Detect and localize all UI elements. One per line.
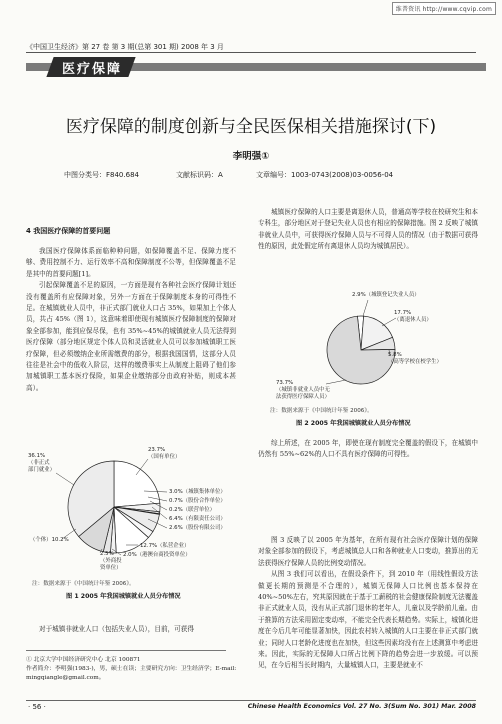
paragraph: 引起保障覆盖不足的原因，一方面是现有各种社会医疗保障计划还没有覆盖所有应保障对象，另外一方面在于保障制度本身的可得性不足。在城镇就业人员中，非正式部门就业人口占 35%，如果加上个体人员，共占 45%（图 1），这意味着即使现有城镇医疗保障制度的保障对象全部参加，能到应保尽保，也有 35%~45%的城镇就业人员无法得到医疗保障（部分地区规定个体人员和灵活就业人员可以参加城镇职工医疗保障，但必须缴纳企业所需缴费的部分，根据我国国情，这部分人员往往是社会中的低收入阶层，这样的缴费事实上从制度上阻碍了他们参加城镇职工基本医疗保险，如果企业缴纳部分由政府补贴，则成本甚高）。 — [26, 281, 236, 392]
pie-1-label-informal: 36.1% （非正式 部门就业） — [28, 453, 55, 473]
pie-2-label-retired: 17.7% （离退休人员） — [394, 310, 432, 323]
pie-1-label-foreign: 2.5% （外商投 资单位） — [100, 551, 122, 571]
right-column-middle — [258, 438, 478, 461]
pie-2-label-students: 5.8% （高等学校在校学生） — [388, 352, 442, 365]
figure-1-note: 注：数据来源于《中国统计年鉴 2006》。 — [32, 581, 135, 587]
paragraph: 综上所述，在 2005 年，即使在现有制度完全覆盖的假设下，在城镇中仍然有 55%~62%的人口不具有医疗保障的可得性。 — [258, 439, 478, 459]
journal-header: 《中国卫生经济》第 27 卷 第 3 期(总第 301 期) 2008 年 3 月 — [26, 43, 224, 51]
pie-1-label-corp: 2.6%（股份有限公司） — [169, 525, 226, 531]
pie-1-label-state: 23.7% （国有单位） — [148, 447, 181, 460]
journal-footer: Chinese Health Economics Vol. 27 No. 3(Sum No. 301) Mar. 2008 — [247, 703, 476, 710]
classification-code: 中图分类号：F840.684 — [64, 171, 139, 179]
footer-rule — [26, 700, 476, 701]
article-author: 李明强① — [232, 151, 270, 162]
left-column — [26, 246, 236, 394]
pie-slice — [114, 461, 160, 507]
footnote — [26, 656, 241, 683]
paragraph: 城镇医疗保障的人口主要是离退休人员，普通高等学校在校研究生和本专科生，部分地区对于登记失业人员也有相应的保障措施。图 2 反映了城镇非就业人员中，可获得医疗保障人员与不可得人员的情况（由于数据可获得性的原因，此处假定所有离退休人员均为城镇居民）。 — [258, 208, 478, 251]
watermark: 维普资讯 http://www.cqvip.com — [392, 2, 496, 15]
paragraph: 从图 3 我们可以看出，在假设条件下，到 2010 年（用线性假设方法做更长期的预测是不合理的），城镇无保障人口比例也基本保持在 40%~50%左右，究其原因就在于基于工薪税的社会健康保险制度无法覆盖非正式就业人员，没有从正式部门退休的老年人，儿童以及学龄前儿童。由于推算的方法采用固定变动率，不能完全代表长期趋势。实际上，城镇化进度在今后几年可能显著加快，因此农村转入城镇的人口主要在非正式部门就业；同时人口老龄化进度也在加快，但这些因素均没有在上述测算中考虑进来。因此，实际的无保障人口所占比例下降的趋势会进一步放缓。可以预见，在今后相当长时期内，大量城镇人口，主要是就业不 — [258, 570, 478, 670]
pie-2-label-unemployed: 2.9%（城镇登记失业人员） — [352, 292, 420, 298]
banner-label: 医疗保障 — [62, 62, 123, 77]
figure-2-note: 注：数据来源于《中国统计年鉴 2006》。 — [270, 408, 373, 414]
pie-1-label-self: （个体）10.2% — [30, 537, 69, 543]
left-column-continued — [26, 624, 236, 635]
pie-1-label-joint: 0.2%（联营单位） — [169, 507, 216, 513]
footnote-rule — [26, 650, 226, 651]
figure-2-caption: 图 2 2005 年我国城镇就业人员分布情况 — [296, 420, 411, 427]
figure-1-caption: 图 1 2005 年我国城镇就业人员分布情况 — [66, 593, 181, 600]
pie-1-label-llc: 6.4%（有限责任公司） — [169, 516, 226, 522]
paragraph: 我国医疗保障体系面临种种问题，如保障覆盖不足、保障力度不够、费用控制不力、运行效率不高和保障制度不公等，但保障覆盖不足是其中的首要问题[1]。 — [26, 247, 236, 278]
paragraph: 对于城镇非就业人口（包括失业人员），目前，可获得 — [39, 625, 194, 633]
leader-line — [56, 473, 74, 485]
figure-1 — [26, 445, 251, 605]
right-column-bottom — [258, 535, 478, 672]
article-title: 医疗保障的制度创新与全民医保相关措施探讨(下) — [65, 117, 437, 137]
article-number: 文章编号：1003-0743(2008)03-0056-04 — [256, 171, 394, 179]
footnote-affiliation: ① 北京大学中国经济研究中心 北京 100871 — [26, 657, 141, 663]
section-banner — [26, 57, 486, 75]
pie-2-slices — [327, 316, 395, 384]
paragraph: 图 3 反映了以 2005 年为基年，在所有现有社会医疗保障计划的保障对象全部参加的假设下，考虑城镇总人口和各种就业人口变动，推算出的无法获得医疗保障人员的比例变动情况。 — [258, 536, 478, 567]
pie-1-label-collective: 3.0%（城镇集体单位） — [169, 489, 226, 495]
header-rule — [26, 52, 476, 53]
leader-line — [363, 300, 368, 316]
figure-2 — [256, 292, 484, 432]
pie-1-slices — [68, 461, 160, 553]
section-heading: 4 我国医疗保障的首要问题 — [26, 227, 111, 235]
document-code: 文献标识码：A — [176, 171, 223, 179]
right-column-top — [258, 207, 478, 253]
pie-1-label-private: 12.7%（私营企业） — [140, 543, 190, 549]
pie-2-label-uncovered: 73.7% （城镇非就业人员中无 法获得医疗保障人员） — [276, 380, 330, 400]
pie-1-label-hmt: 2.0%（港澳台商投资单位） — [123, 552, 191, 558]
page-number: · 56 · — [28, 703, 46, 711]
footnote-author-bio: 作者简介：李明强(1983-)，男，硕士在读；主要研究方向：卫生经济学；E-mail: mingqiangle@gmail.com。 — [26, 666, 237, 681]
pie-1-label-coop: 0.7%（股份合作单位） — [169, 498, 226, 504]
